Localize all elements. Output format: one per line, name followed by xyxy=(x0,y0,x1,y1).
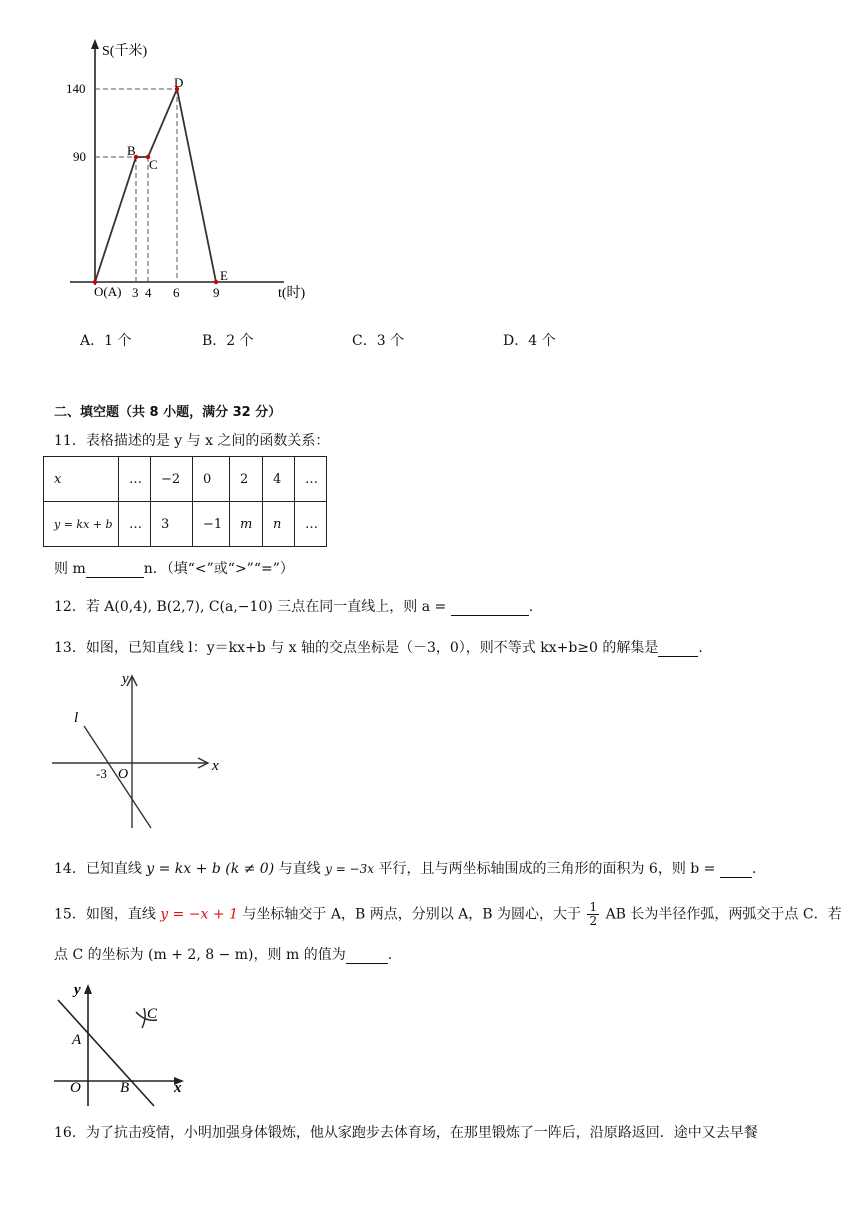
origin-label: O xyxy=(118,767,129,782)
q14-text-2: 与直线 xyxy=(274,861,326,877)
q13-blank[interactable] xyxy=(658,642,698,657)
line-l-figure xyxy=(48,668,238,833)
table-cell: n xyxy=(263,502,295,547)
table-cell: −2 xyxy=(151,457,193,502)
y-tick-90: 90 xyxy=(73,149,86,164)
q15-text-4: 点 C 的坐标为 (m + 2, 8 − m)，则 m 的值为 xyxy=(54,947,346,963)
origin-label: O(A) xyxy=(94,284,122,299)
point-b-label: B xyxy=(120,1080,130,1096)
distance-time-graph xyxy=(60,35,320,310)
q13-line xyxy=(54,639,703,657)
q14-equation-1: y = kx + b (k ≠ 0) xyxy=(146,861,275,877)
y-tick-140: 140 xyxy=(66,81,86,96)
y-axis-label: y xyxy=(74,982,81,998)
q11-blank[interactable] xyxy=(86,563,144,578)
table-cell: … xyxy=(295,457,327,502)
q14-line xyxy=(54,860,756,878)
table-row xyxy=(44,457,327,502)
q15-equation: y = −x + 1 xyxy=(160,906,238,923)
table-cell: −1 xyxy=(193,502,230,547)
point-d-label: D xyxy=(174,75,184,90)
section-title: 二、填空题（共 8 小题，满分 32 分） xyxy=(54,405,282,420)
q11-suffix: n．（填“<”或“>”“=”） xyxy=(143,561,294,577)
point-e-label: E xyxy=(220,268,228,283)
q15-text-3: AB 长为半径作弧，两弧交于点 C．若 xyxy=(601,906,842,923)
table-cell: 2 xyxy=(230,457,263,502)
x-tick-9: 9 xyxy=(213,285,220,300)
y-axis-label: y xyxy=(122,671,129,687)
x-axis-label: x xyxy=(174,1080,182,1096)
q12-suffix: . xyxy=(528,599,534,615)
q16-line: 16．为了抗击疫情，小明加强身体锻炼，他从家跑步去体育场，在那里锻炼了一阵后，沿原路返回．途中又去早餐 xyxy=(54,1125,758,1141)
line-l-label: l xyxy=(74,710,79,726)
q15-text-1: 15．如图，直线 xyxy=(54,906,161,923)
q11-answer-line xyxy=(54,560,294,578)
point-c-label: C xyxy=(149,157,158,172)
q15-text-2: 与坐标轴交于 A，B 两点，分别以 A，B 为圆心，大于 xyxy=(237,906,586,923)
table-cell: x xyxy=(44,457,119,502)
point-a-label: A xyxy=(72,1032,82,1048)
table-cell: … xyxy=(119,457,151,502)
option-a: A．1 个 xyxy=(80,333,132,349)
q11-prefix: 则 m xyxy=(54,561,86,577)
x-tick-4: 4 xyxy=(145,285,152,300)
q14-text-1: 14．已知直线 xyxy=(54,861,147,877)
y-axis-label: S(千米) xyxy=(102,44,148,59)
line-ab-figure xyxy=(50,978,200,1110)
q14-suffix: . xyxy=(751,861,757,877)
table-cell: 0 xyxy=(193,457,230,502)
q12-line xyxy=(54,598,533,616)
x-tick-6: 6 xyxy=(173,285,180,300)
one-half-fraction xyxy=(587,901,599,928)
table-cell: … xyxy=(295,502,327,547)
table-cell: y = kx + b xyxy=(44,502,119,547)
distance-polyline xyxy=(95,89,216,282)
table-cell: 4 xyxy=(263,457,295,502)
x-axis-label: t(时) xyxy=(278,286,306,301)
option-c: C．3 个 xyxy=(352,333,405,349)
table-cell: m xyxy=(230,502,263,547)
q13-suffix: . xyxy=(698,640,703,656)
table-row xyxy=(44,502,327,547)
function-table xyxy=(43,456,327,547)
q11-stem: 11．表格描述的是 y 与 x 之间的函数关系： xyxy=(54,433,330,449)
neg3-label: -3 xyxy=(96,766,107,781)
x-tick-3: 3 xyxy=(132,285,139,300)
q13-text: 13．如图，已知直线 l：y＝kx+b 与 x 轴的交点坐标是（－3，0），则不等式 kx+b≥0 的解集是 xyxy=(54,640,659,656)
q15-line-2 xyxy=(54,946,392,964)
option-b: B．2 个 xyxy=(202,333,254,349)
table-cell: … xyxy=(119,502,151,547)
fraction-numerator: 1 xyxy=(589,900,598,914)
q15-blank[interactable] xyxy=(346,949,388,964)
option-d: D．4 个 xyxy=(503,333,556,349)
point-b-label: B xyxy=(127,143,136,158)
q14-blank[interactable] xyxy=(720,863,752,878)
fraction-denominator: 2 xyxy=(589,914,598,928)
table-cell: 3 xyxy=(151,502,193,547)
q12-blank[interactable] xyxy=(451,601,529,616)
q12-prefix: 12．若 A(0,4), B(2,7), C(a,−10) 三点在同一直线上，则 a = xyxy=(54,599,451,615)
q15-suffix: . xyxy=(387,947,393,963)
origin-label: O xyxy=(70,1080,81,1096)
point-c-label: C xyxy=(147,1006,158,1022)
q14-text-3: 平行，且与两坐标轴围成的三角形的面积为 6，则 b = xyxy=(374,861,720,877)
x-axis-label: x xyxy=(212,758,219,774)
q15-line-1 xyxy=(54,901,842,928)
q14-equation-2: y = −3x xyxy=(325,862,375,876)
